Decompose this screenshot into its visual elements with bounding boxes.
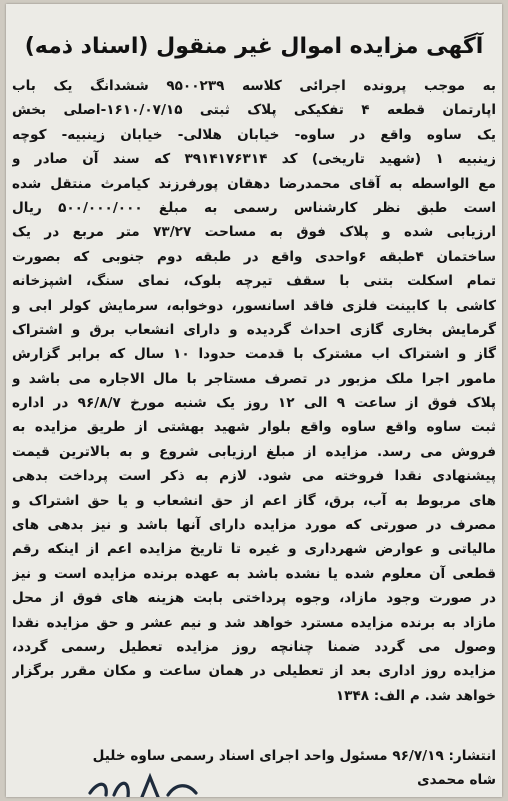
body-line: فروش می رسد. مزایده از مبلغ ارزیابی شروع و به بالاترین قیمت	[12, 443, 496, 460]
body-line: در صورت وجود مازاد، وجوه پرداختی بابت هزینه های فوق از محل	[12, 590, 496, 607]
body-line: مالیاتی و عوارض شهرداری و غیره تا تاریخ مزایده اعم از اینکه رقم	[12, 541, 496, 558]
handwritten-mark	[84, 771, 204, 797]
footer-line: شاه محمدی	[417, 772, 496, 789]
body-line: وصول می گردد ضمنا چنانچه روز مزایده تعطیل رسمی گردد،	[12, 638, 496, 655]
body-line: کاشی با کابینت فلزی فاقد اسانسور، دوخوابه، سرمایش کولر ابی و	[12, 297, 496, 314]
body-line: ثبت ساوه واقع ساوه واقع بلوار شهید بهشتی از طریق مزایده به	[12, 419, 496, 436]
body-line: است طبق نظر کارشناس رسمی به مبلغ ۵۰۰/۰۰۰/۰۰۰ ریال	[12, 199, 496, 216]
body-line: مامور اجرا ملک مزبور در تصرف مستاجر با مال الاجاره می باشد و	[12, 370, 496, 387]
body-line: پیشنهادی نقدا فروخته می شود. لازم به ذکر است پرداخت بدهی	[12, 468, 496, 485]
body-line: مع الواسطه به آقای محمدرضا دهقان پورفرزند کیامرث منتقل شده	[12, 175, 496, 192]
footer-line: انتشار: ۹۶/۷/۱۹ مسئول واحد اجرای اسناد رسمی ساوه خلیل	[92, 748, 496, 764]
body-line: اپارتمان قطعه ۴ تفکیکی پلاک ثبتی ۱۶۱۰/۰۷/۱۵-اصلی بخش	[12, 102, 496, 119]
body-line: تمام اسکلت بتنی با سقف تیرچه بلوک، نمای سنگ، اشپزخانه	[12, 273, 496, 290]
notice-title: آگهی مزایده اموال غیر منقول (اسناد ذمه)	[24, 34, 484, 59]
body-line: زینبیه ۱ (شهید تاریخی) کد ۳۹۱۴۱۷۶۳۱۴ که سند آن صادر و	[12, 151, 496, 168]
body-line: به موجب پرونده اجرائی کلاسه ۹۵۰۰۲۳۹ ششدانگ یک باب	[12, 78, 496, 94]
notice-body	[12, 74, 496, 708]
body-line: ساختمان ۴طبقه ۶واحدی واقع در طبقه دوم جنوبی که بصورت	[12, 248, 496, 265]
body-line: مصرف در صورتی که مورد مزایده دارای آنها باشد و نیز بدهی های	[12, 517, 496, 534]
body-line: قطعی آن معلوم شده یا نشده باشد به عهده برنده مزایده است و نیز	[12, 565, 496, 582]
body-line: ارزیابی شده و پلاک فوق به مساحت ۷۳/۲۷ متر مربع در یک	[12, 224, 496, 241]
body-line: گاز و اشتراک اب مشترک با قدمت حدودا ۱۰ سال که برابر گزارش	[12, 346, 496, 363]
body-line: خواهد شد. م الف: ۱۳۴۸	[335, 687, 496, 704]
newspaper-clipping	[6, 4, 502, 797]
body-line: یک ساوه واقع در ساوه- خیابان هلالی- خیابان زینبیه- کوچه	[12, 126, 496, 143]
body-line: های مربوط به آب، برق، گاز اعم از حق انشعاب و یا حق اشتراک و	[12, 492, 496, 509]
body-line: مزایده روز اداری بعد از تعطیلی در همان ساعت و مکان مقرر برگزار	[12, 663, 496, 680]
body-line: گرمایش بخاری گازی احداث گردیده و دارای انشعاب برق و اشتراک	[12, 321, 496, 338]
body-line: مازاد به برنده مزایده مسترد خواهد شد و نیم عشر و حق مزایده نقدا	[12, 614, 496, 631]
body-line: پلاک فوق از ساعت ۹ الی ۱۲ روز یک شنبه مورخ ۹۶/۸/۷ در اداره	[12, 395, 496, 412]
